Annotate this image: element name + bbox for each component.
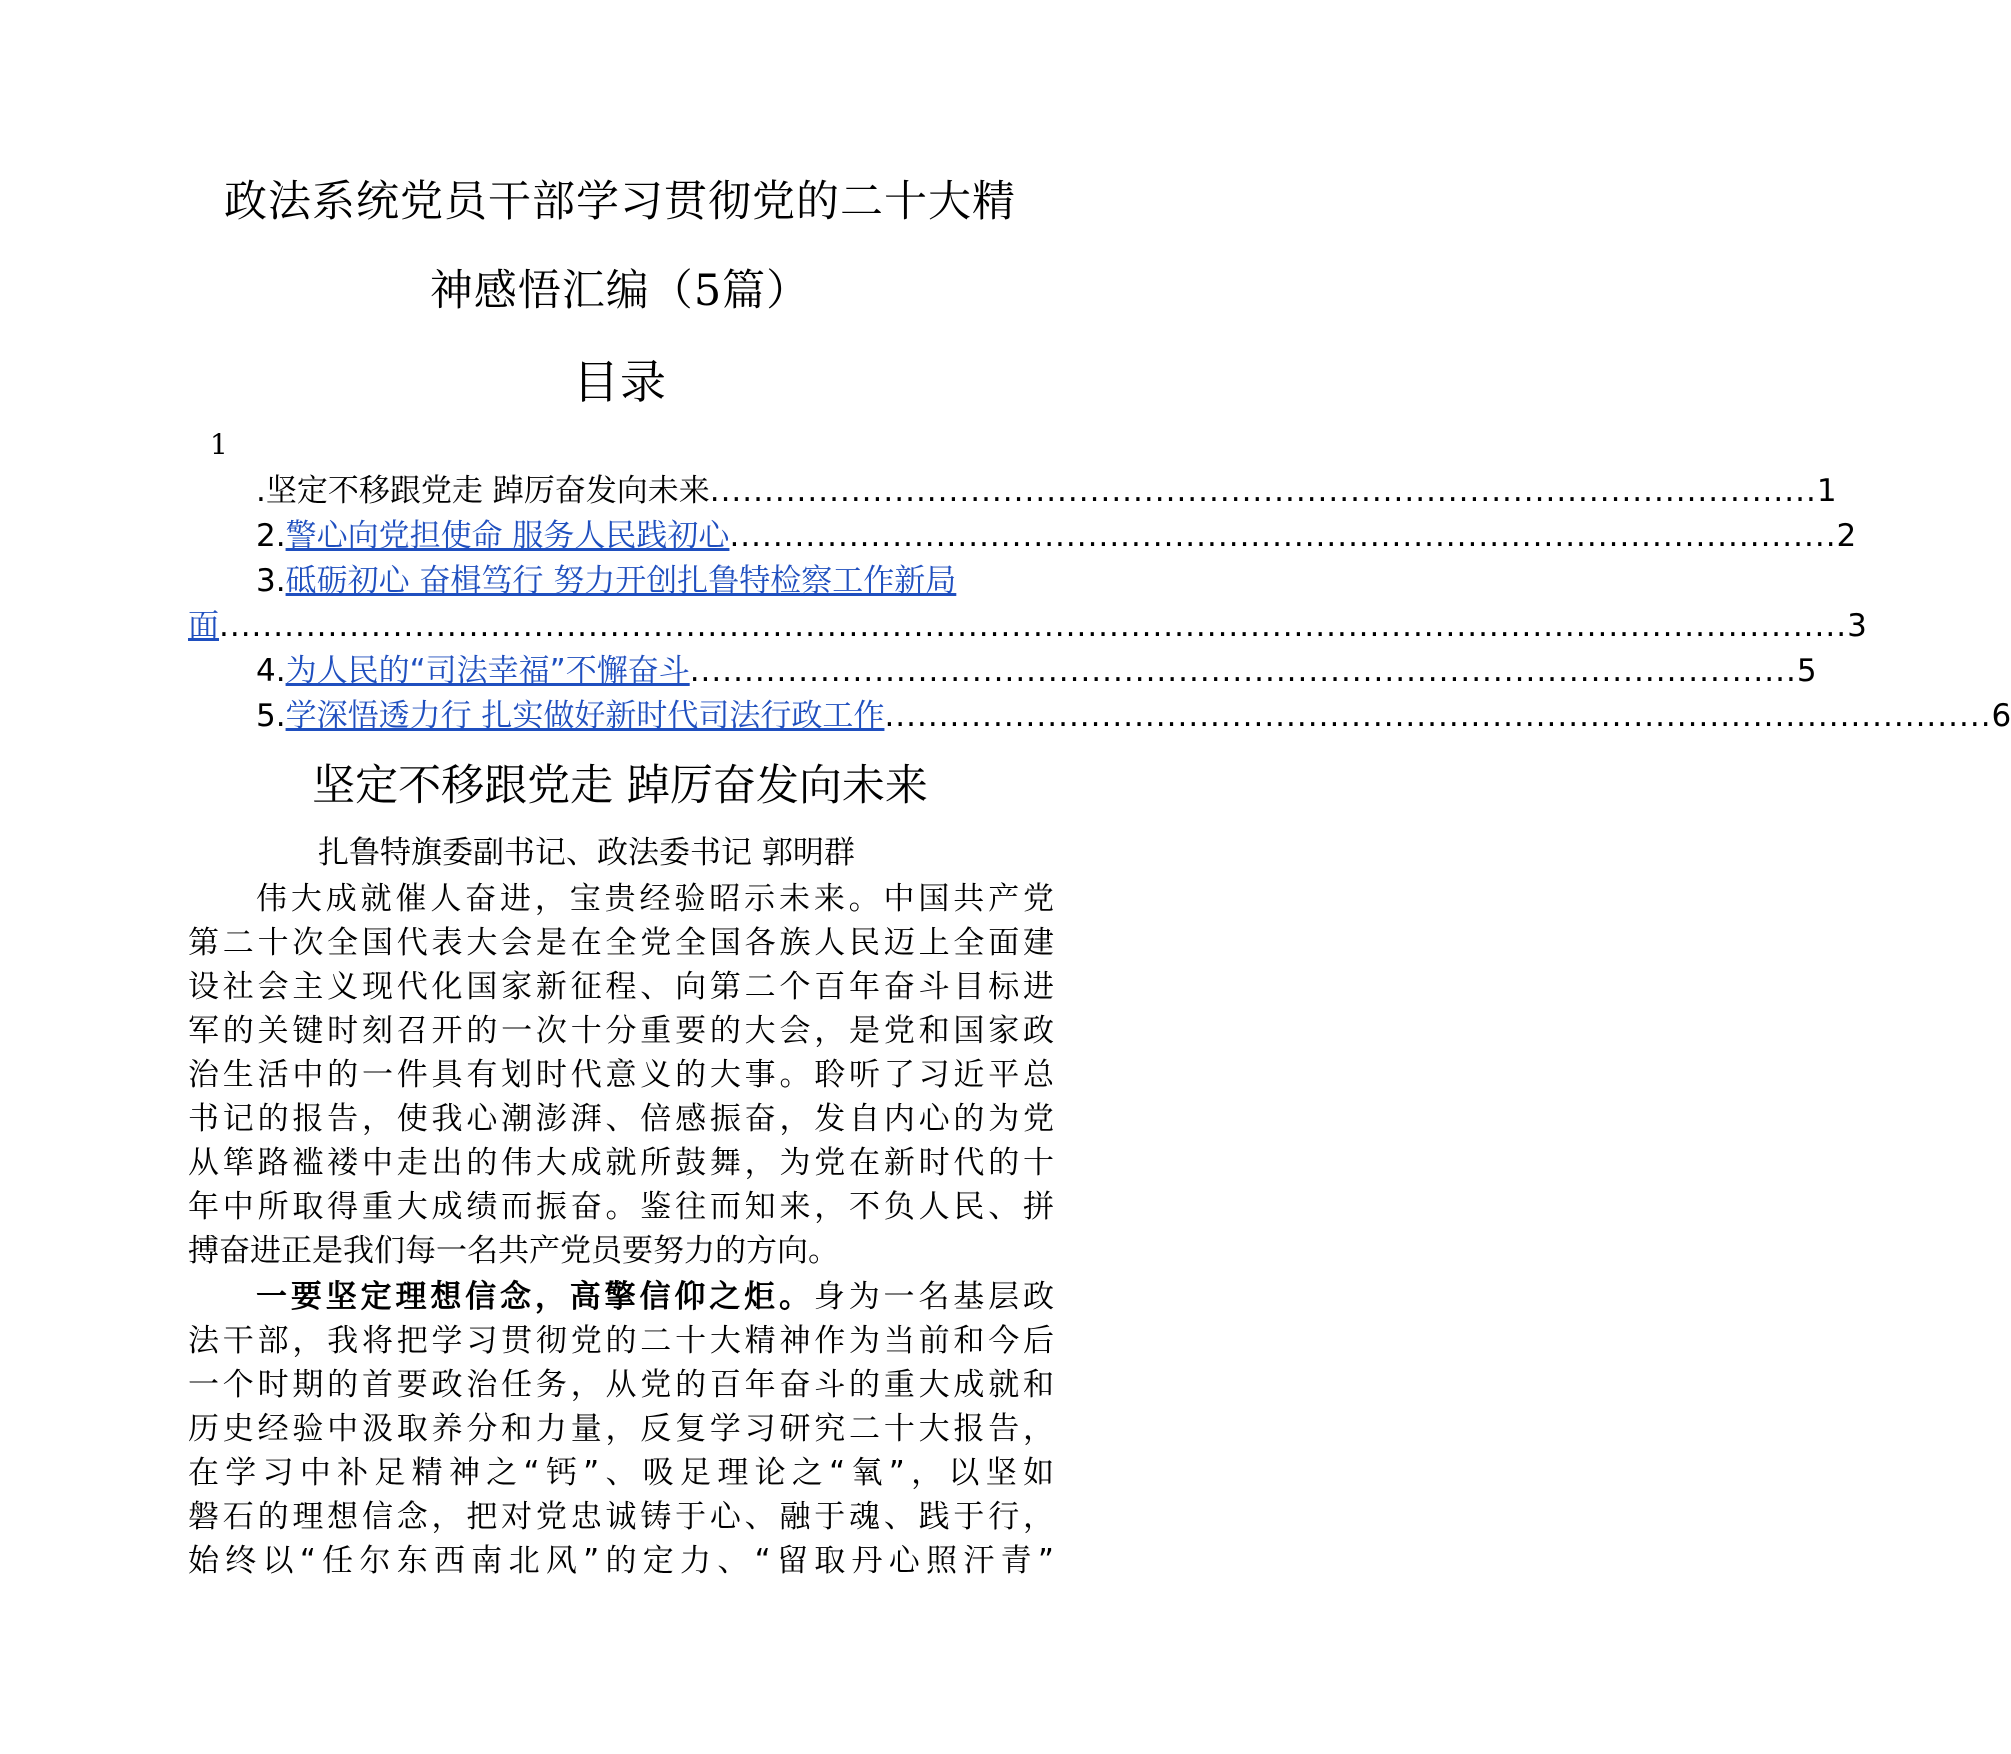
- toc-entry-text: .坚定不移跟党走 踔厉奋发向未来: [256, 473, 710, 509]
- toc-leader-dots: ......................................................................................................: [709, 473, 1817, 509]
- paragraph-line: 磐石的理想信念，把对党忠诚铸于心、融于魂、践于行，: [188, 1499, 1054, 1535]
- paragraph-line: 书记的报告，使我心潮澎湃、倍感振奋，发自内心的为党: [188, 1101, 1054, 1137]
- toc-entry-number: 3.: [256, 563, 286, 599]
- paragraph-line: 历史经验中汲取养分和力量，反复学习研究二十大报告，: [188, 1411, 1054, 1447]
- paragraph-line: 在学习中补足精神之“钙”、吸足理论之“氧”，以坚如: [188, 1455, 1054, 1491]
- toc-entry-page: 6: [1991, 698, 2011, 734]
- toc-entry-number: 2.: [256, 518, 286, 554]
- toc-entry-link[interactable]: 面: [188, 608, 219, 644]
- document-title-line2: [140, 265, 1100, 317]
- paragraph-line: 伟大成就催人奋进，宝贵经验昭示未来。中国共产党: [256, 881, 1054, 917]
- toc-leader-dots: ......................................................................................................: [689, 653, 1797, 689]
- paragraph-line: 从筚路褴褛中走出的伟大成就所鼓舞，为党在新时代的十: [188, 1145, 1054, 1181]
- toc-entry-link[interactable]: 为人民的“司法幸福”不懈奋斗: [285, 653, 690, 689]
- paragraph-line: 年中所取得重大成绩而振奋。鉴往而知来，不负人民、拼: [188, 1189, 1054, 1225]
- toc-leader-dots: ......................................................................................................................................................: [219, 608, 1848, 644]
- toc-entry-page: 2: [1836, 518, 1857, 554]
- paragraph-line: 设社会主义现代化国家新征程、向第二个百年奋斗目标进: [188, 969, 1054, 1005]
- toc-entry-page: 3: [1847, 608, 1867, 644]
- toc-entry-5[interactable]: [188, 695, 2011, 737]
- paragraph-line: 治生活中的一件具有划时代意义的大事。聆听了习近平总: [188, 1057, 1054, 1093]
- document-title-line1: 政法系统党员干部学习贯彻党的二十大精: [224, 177, 1016, 227]
- section-author: 扎鲁特旗委副书记、政法委书记 郭明群: [318, 835, 855, 871]
- paragraph-line: 法干部，我将把学习贯彻党的二十大精神作为当前和今后: [188, 1323, 1054, 1359]
- title-suffix: 篇）: [722, 266, 811, 316]
- title-count: 5: [693, 266, 723, 316]
- toc-entry-3-continued[interactable]: [188, 605, 1867, 647]
- toc-entry-3[interactable]: [188, 560, 1122, 602]
- toc-entry-link[interactable]: 学深悟透力行 扎实做好新时代司法行政工作: [285, 698, 885, 734]
- paragraph-line: 军的关键时刻召开的一次十分重要的大会，是党和国家政: [188, 1013, 1054, 1049]
- toc-leader-dots: ......................................................................................................: [884, 698, 1992, 734]
- toc-entry-page: 5: [1796, 653, 1817, 689]
- toc-entry-number: 4.: [256, 653, 286, 689]
- toc-entry-page: 1: [1816, 473, 1837, 509]
- toc-entry-2[interactable]: [188, 515, 1857, 557]
- toc-entry-link[interactable]: 警心向党担使命 服务人民践初心: [285, 518, 730, 554]
- paragraph-line: 搏奋进正是我们每一名共产党员要努力的方向。: [188, 1233, 839, 1269]
- paragraph-line: [256, 1276, 1054, 1318]
- paragraph-line: 第二十次全国代表大会是在全党全国各族人民迈上全面建: [188, 925, 1054, 961]
- title-prefix: 神感悟汇编（: [429, 266, 694, 316]
- toc-entry-1[interactable]: [188, 470, 1837, 512]
- toc-heading: 目录: [573, 355, 667, 409]
- section-title: 坚定不移跟党走 踔厉奋发向未来: [312, 761, 928, 811]
- stray-page-number: 1: [210, 428, 228, 461]
- toc-entry-number: 5.: [256, 698, 286, 734]
- toc-leader-dots: ......................................................................................................: [729, 518, 1837, 554]
- paragraph-line: 始终以“任尔东西南北风”的定力、“留取丹心照汗青”: [188, 1543, 1054, 1579]
- paragraph-emphasis: 一要坚定理想信念，高擎信仰之炬。: [256, 1279, 814, 1315]
- toc-entry-link[interactable]: 砥砺初心 奋楫笃行 努力开创扎鲁特检察工作新局: [285, 563, 957, 599]
- toc-entry-4[interactable]: [188, 650, 1817, 692]
- paragraph-line: 一个时期的首要政治任务，从党的百年奋斗的重大成就和: [188, 1367, 1054, 1403]
- paragraph-text: 身为一名基层政: [813, 1279, 1055, 1315]
